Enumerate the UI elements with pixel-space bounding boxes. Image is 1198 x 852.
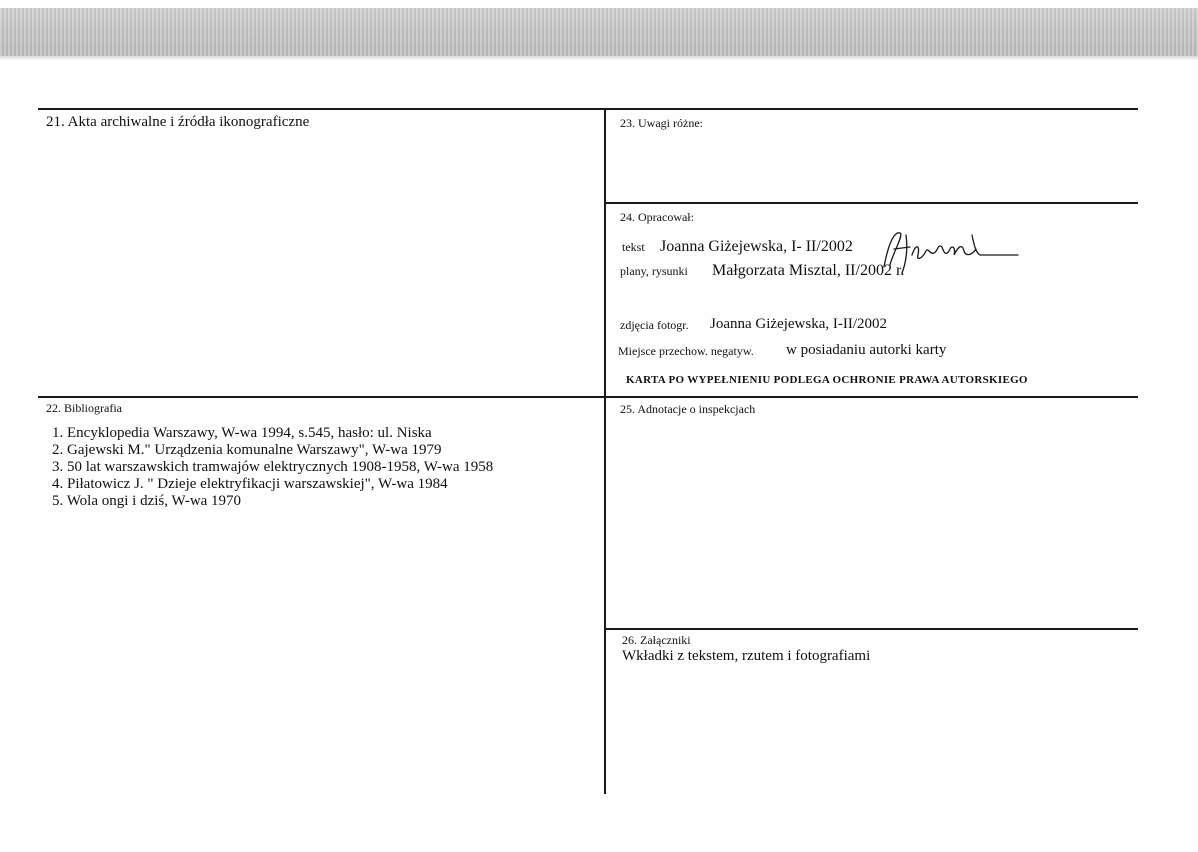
scanner-tape-strip [0,8,1198,57]
bibliography-item: 2. Gajewski M." Urządzenia komunalne Warszawy", W-wa 1979 [52,442,442,458]
handwritten-signature [880,225,1020,285]
text-label: tekst [622,240,645,254]
center-divider [604,108,606,794]
photos-author: Joanna Giżejewska, I-II/2002 [710,316,888,332]
bibliography-list [52,425,493,510]
negatives-label: Miejsce przechow. negatyw. [618,344,754,358]
negatives-location: w posiadaniu autorki karty [786,342,947,358]
tape-edge-shadow [0,56,1198,60]
section-23-title: 23. Uwagi różne: [620,116,703,130]
section-24-title: 24. Opracował: [620,210,694,224]
top-rule [38,108,1138,110]
bibliography-item: 3. 50 lat warszawskich tramwajów elektrycznych 1908-1958, W-wa 1958 [52,459,494,475]
text-author: Joanna Giżejewska, I- II/2002 [660,238,853,255]
section-26-title: 26. Załączniki [622,633,691,647]
rule-25-26 [604,628,1138,630]
bibliography-item: 5. Wola ongi i dziś, W-wa 1970 [52,493,242,509]
attachments-value: Wkładki z tekstem, rzutem i fotografiami [622,648,871,664]
plans-label: plany, rysunki [620,264,688,278]
rule-23-24 [604,202,1138,204]
photos-label: zdjęcia fotogr. [620,318,689,332]
rule-right-middle [604,396,1138,398]
copyright-notice: KARTA PO WYPEŁNIENIU PODLEGA OCHRONIE PRAWA AUTORSKIEGO [626,374,1028,386]
section-21-title: 21. Akta archiwalne i źródła ikonograficzne [46,114,310,130]
section-25-title: 25. Adnotacje o inspekcjach [620,402,756,416]
plans-author: Małgorzata Misztal, II/2002 r. [712,262,905,279]
bibliography-item: 4. Piłatowicz J. " Dzieje elektryfikacji warszawskiej", W-wa 1984 [52,476,448,492]
rule-left-middle [38,396,606,398]
bibliography-item: 1. Encyklopedia Warszawy, W-wa 1994, s.545, hasło: ul. Niska [52,425,432,441]
section-22-title: 22. Bibliografia [46,401,122,415]
